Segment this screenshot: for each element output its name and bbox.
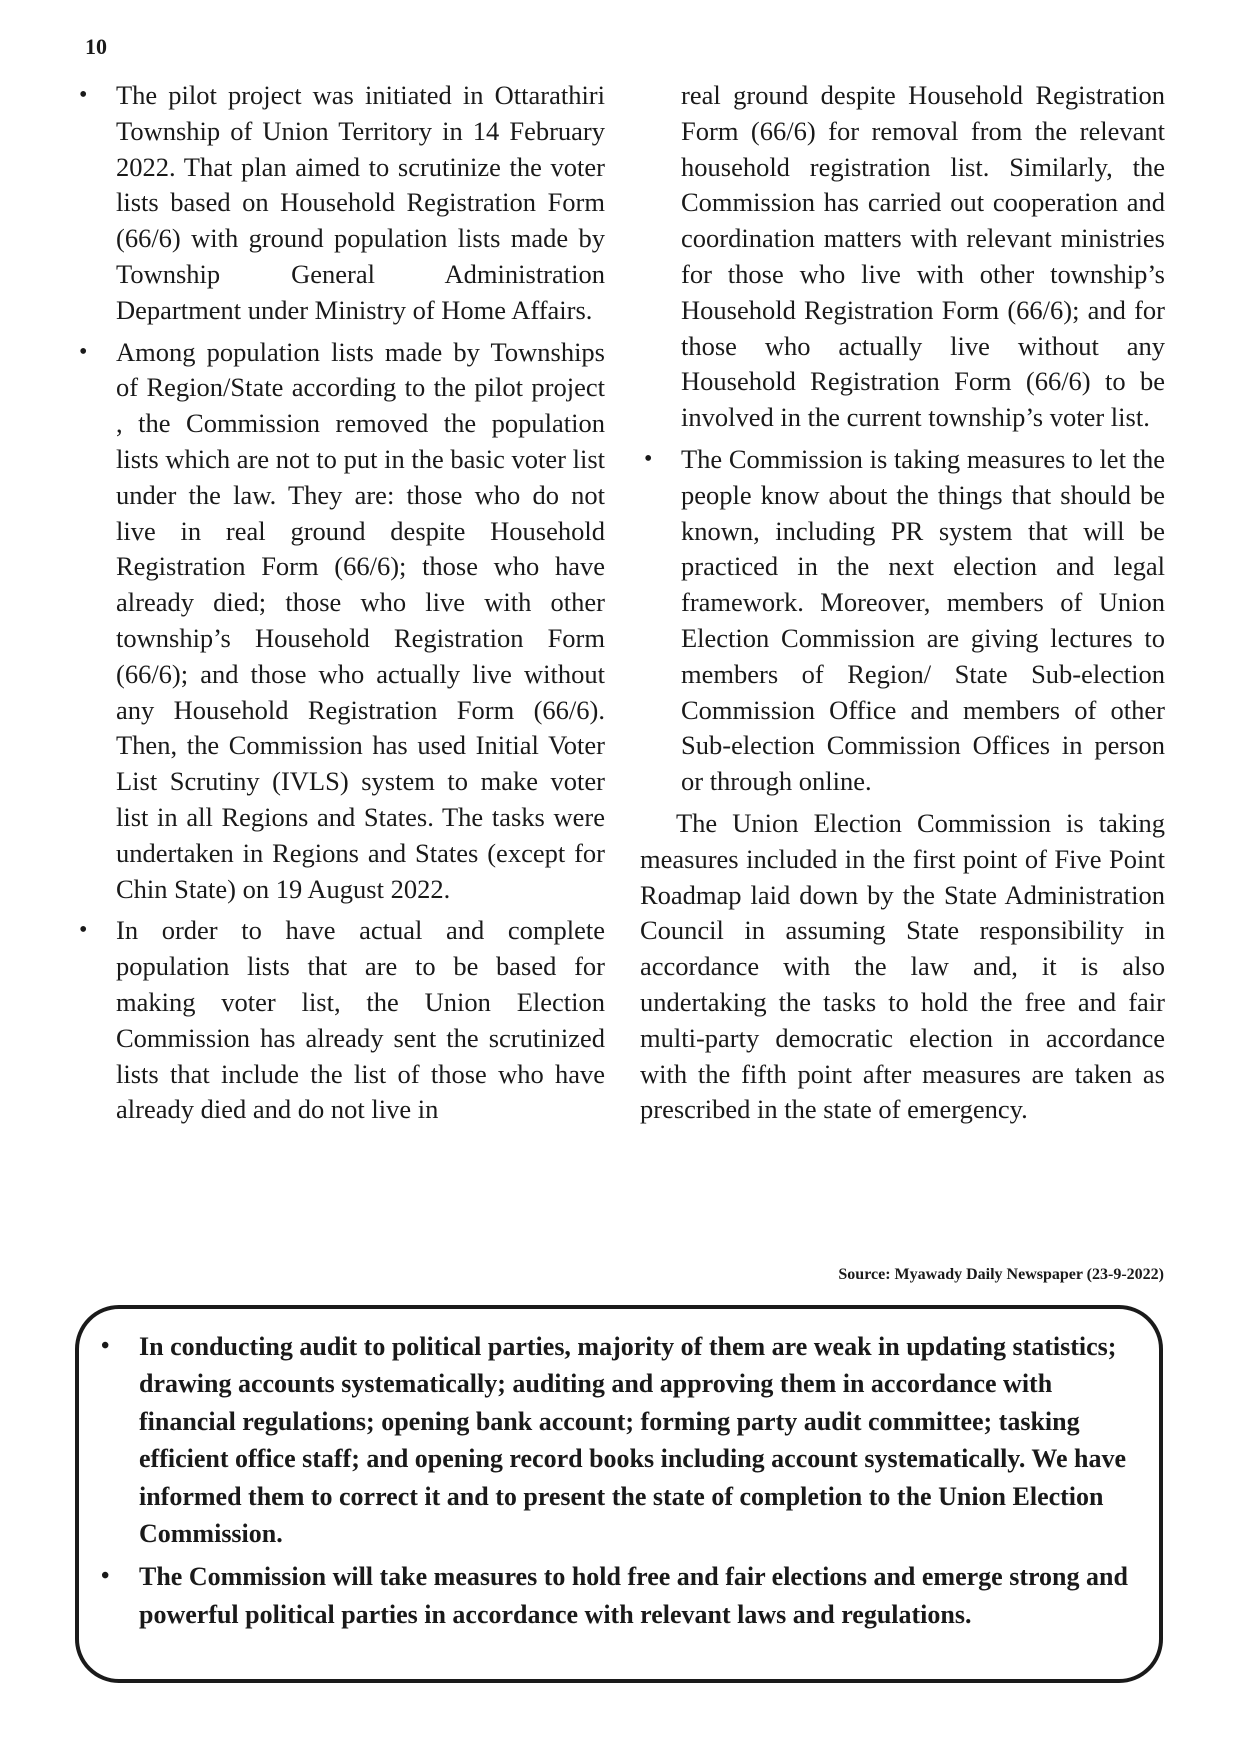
bullet-icon: •	[79, 82, 88, 108]
bullet-icon: •	[101, 1333, 110, 1359]
body-paragraph: The Union Election Commission is taking measures included in the first point of Five Point Roadmap laid down by the State Administration Council in assuming State responsibility in accordance with the law and, it is also undertaking the tasks to hold the free and fair multi-party democratic election in accordance with the fifth point after measures are taken as prescribed in the state of emergency.	[640, 807, 1165, 1125]
bullet-text: Among population lists made by Townships of Region/State according to the pilot project , the Commission removed the population lists which are not to put in the basic voter list under the law. They are: those who do not live in real ground despite Household Registration Form (66/6); those who have already died; those who live with other township’s Household Registration Form (66/6); and those who actually live without any Household Registration Form (66/6). Then, the Commission has used Initial Voter List Scrutiny (IVLS) system to make voter list in all Regions and States. The tasks were undertaken in Regions and States (except for Chin State) on 19 August 2022.	[116, 336, 605, 904]
continued-bullet-text: real ground despite Household Registration Form (66/6) for removal from the relevant household registration list. Similarly, the Commission has carried out cooperation and coordination matters with relevant ministries for those who live with other township’s Household Registration Form (66/6); and for those who actually live without any Household Registration Form (66/6) to be involved in the current township’s voter list.	[681, 80, 1165, 433]
bullet-text: The Commission is taking measures to let the people know about the things that should be known, including PR system that will be practiced in the next election and legal framework. Moreover, members of Union Election Commission are giving lectures to members of Region/ State Sub-election Commission Office and members of other Sub-election Commission Offices in person or through online.	[681, 443, 1165, 797]
bullet-icon: •	[101, 1563, 110, 1590]
right-column	[640, 78, 1165, 1128]
bullet-icon: •	[79, 917, 88, 944]
list-item	[75, 335, 605, 908]
list-item	[75, 78, 605, 329]
callout-box	[75, 1305, 1163, 1683]
page-number: 10	[85, 34, 107, 59]
callout-text: The Commission will take measures to hold free and fair elections and emerge strong and powerful political parties in accordance with relevant laws and regulations.	[139, 1562, 1128, 1629]
left-column	[75, 78, 605, 1134]
callout-text: In conducting audit to political parties, majority of them are weak in updating statistics; drawing accounts systematically; auditing and approving them in accordance with financial regulations; opening bank account; forming party audit committee; tasking efficient office staff; and opening record books including account systematically. We have informed them to correct it and to present the state of completion to the Union Election Commission.	[139, 1332, 1126, 1549]
list-item	[97, 1558, 1137, 1633]
list-item	[75, 913, 605, 1128]
right-bullet-list	[640, 442, 1165, 800]
left-bullet-list	[75, 78, 605, 1128]
list-item	[640, 442, 1165, 800]
bullet-text: The pilot project was initiated in Ottarathiri Township of Union Territory in 14 February 2022. That plan aimed to scrutinize the voter lists based on Household Registration Form (66/6) with ground population lists made by Township General Administration Department under Ministry of Home Affairs.	[116, 80, 605, 325]
list-item	[97, 1328, 1137, 1552]
bullet-text: In order to have actual and complete population lists that are to be based for making voter list, the Union Election Commission has already sent the scrutinized lists that include the list of those who have already died and do not live in	[116, 915, 605, 1125]
bullet-icon: •	[79, 338, 88, 365]
source-citation: Source: Myawady Daily Newspaper (23-9-2022)	[838, 1266, 1164, 1283]
bullet-icon: •	[644, 445, 653, 472]
callout-bullet-list	[97, 1328, 1137, 1639]
